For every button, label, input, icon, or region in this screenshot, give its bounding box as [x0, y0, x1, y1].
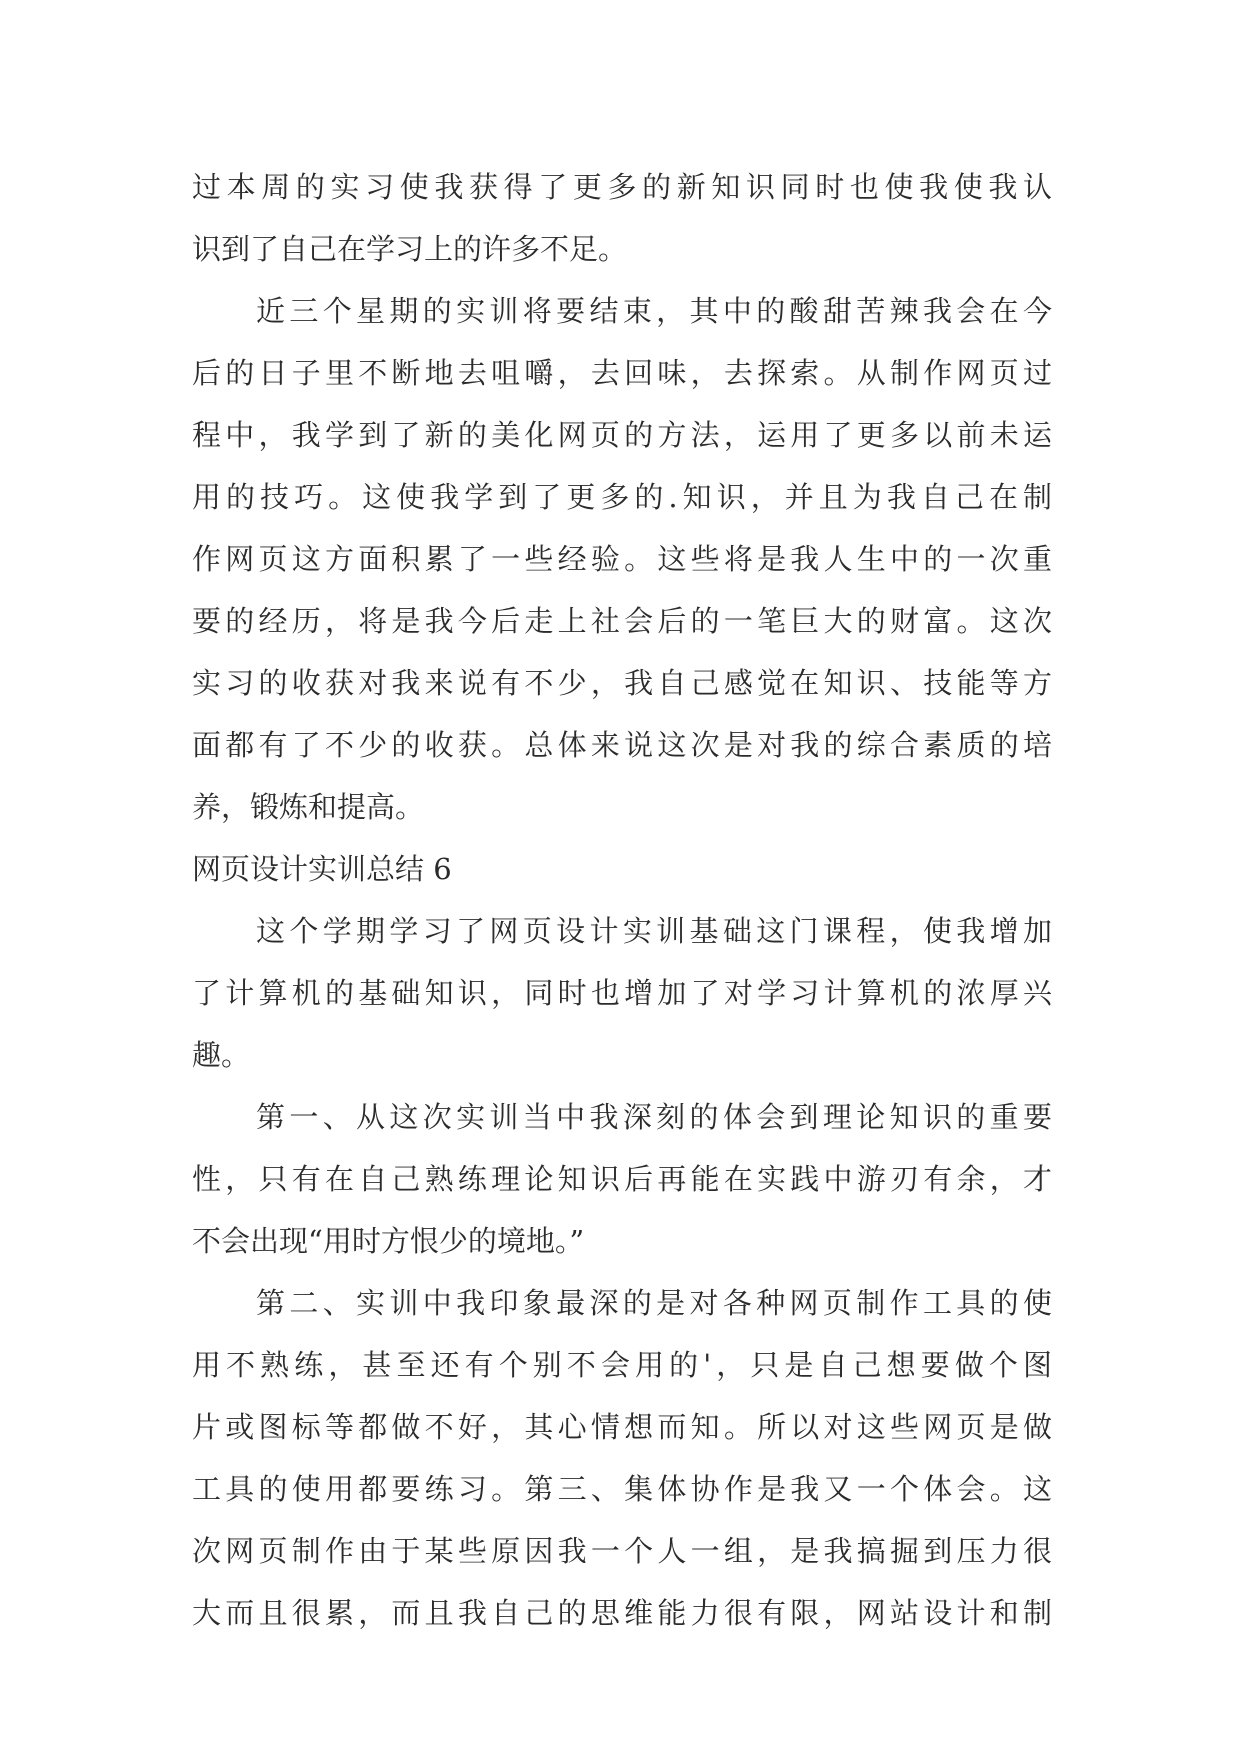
text-line: 工具的使用都要练习。第三、集体协作是我又一个体会。这 [192, 1472, 1052, 1506]
text-line: 作网页这方面积累了一些经验。这些将是我人生中的一次重 [192, 542, 1052, 576]
text-line: 过本周的实习使我获得了更多的新知识同时也使我使我认 [192, 170, 1052, 204]
section-heading: 网页设计实训总结 6 [192, 852, 452, 886]
text-line: 大而且很累，而且我自己的思维能力很有限，网站设计和制 [192, 1596, 1052, 1630]
text-line: 片或图标等都做不好，其心情想而知。所以对这些网页是做 [192, 1410, 1052, 1444]
text-line: 后的日子里不断地去咀嚼，去回味，去探索。从制作网页过 [192, 356, 1052, 390]
text-line: 面都有了不少的收获。总体来说这次是对我的综合素质的培 [192, 728, 1052, 762]
text-line: 性，只有在自己熟练理论知识后再能在实践中游刃有余，才 [192, 1162, 1052, 1196]
text-line: 用的技巧。这使我学到了更多的.知识，并且为我自己在制 [192, 480, 1052, 514]
text-line: 第一、从这次实训当中我深刻的体会到理论知识的重要 [256, 1100, 1052, 1134]
text-line: 识到了自己在学习上的许多不足。 [192, 232, 628, 266]
text-line: 用不熟练，甚至还有个别不会用的'，只是自己想要做个图 [192, 1348, 1052, 1382]
text-line: 第二、实训中我印象最深的是对各种网页制作工具的使 [256, 1286, 1052, 1320]
text-line: 不会出现“用时方恨少的境地。” [192, 1224, 585, 1258]
document-body [192, 156, 1052, 1644]
text-line: 了计算机的基础知识，同时也增加了对学习计算机的浓厚兴 [192, 976, 1052, 1010]
text-line: 近三个星期的实训将要结束，其中的酸甜苦辣我会在今 [256, 294, 1052, 328]
text-line: 这个学期学习了网页设计实训基础这门课程，使我增加 [256, 914, 1052, 948]
text-line: 实习的收获对我来说有不少，我自己感觉在知识、技能等方 [192, 666, 1052, 700]
text-line: 趣。 [192, 1038, 251, 1072]
text-line: 次网页制作由于某些原因我一个人一组，是我搞掘到压力很 [192, 1534, 1052, 1568]
text-line: 程中，我学到了新的美化网页的方法，运用了更多以前未运 [192, 418, 1052, 452]
text-line: 养，锻炼和提高。 [192, 790, 425, 824]
text-line: 要的经历，将是我今后走上社会后的一笔巨大的财富。这次 [192, 604, 1052, 638]
